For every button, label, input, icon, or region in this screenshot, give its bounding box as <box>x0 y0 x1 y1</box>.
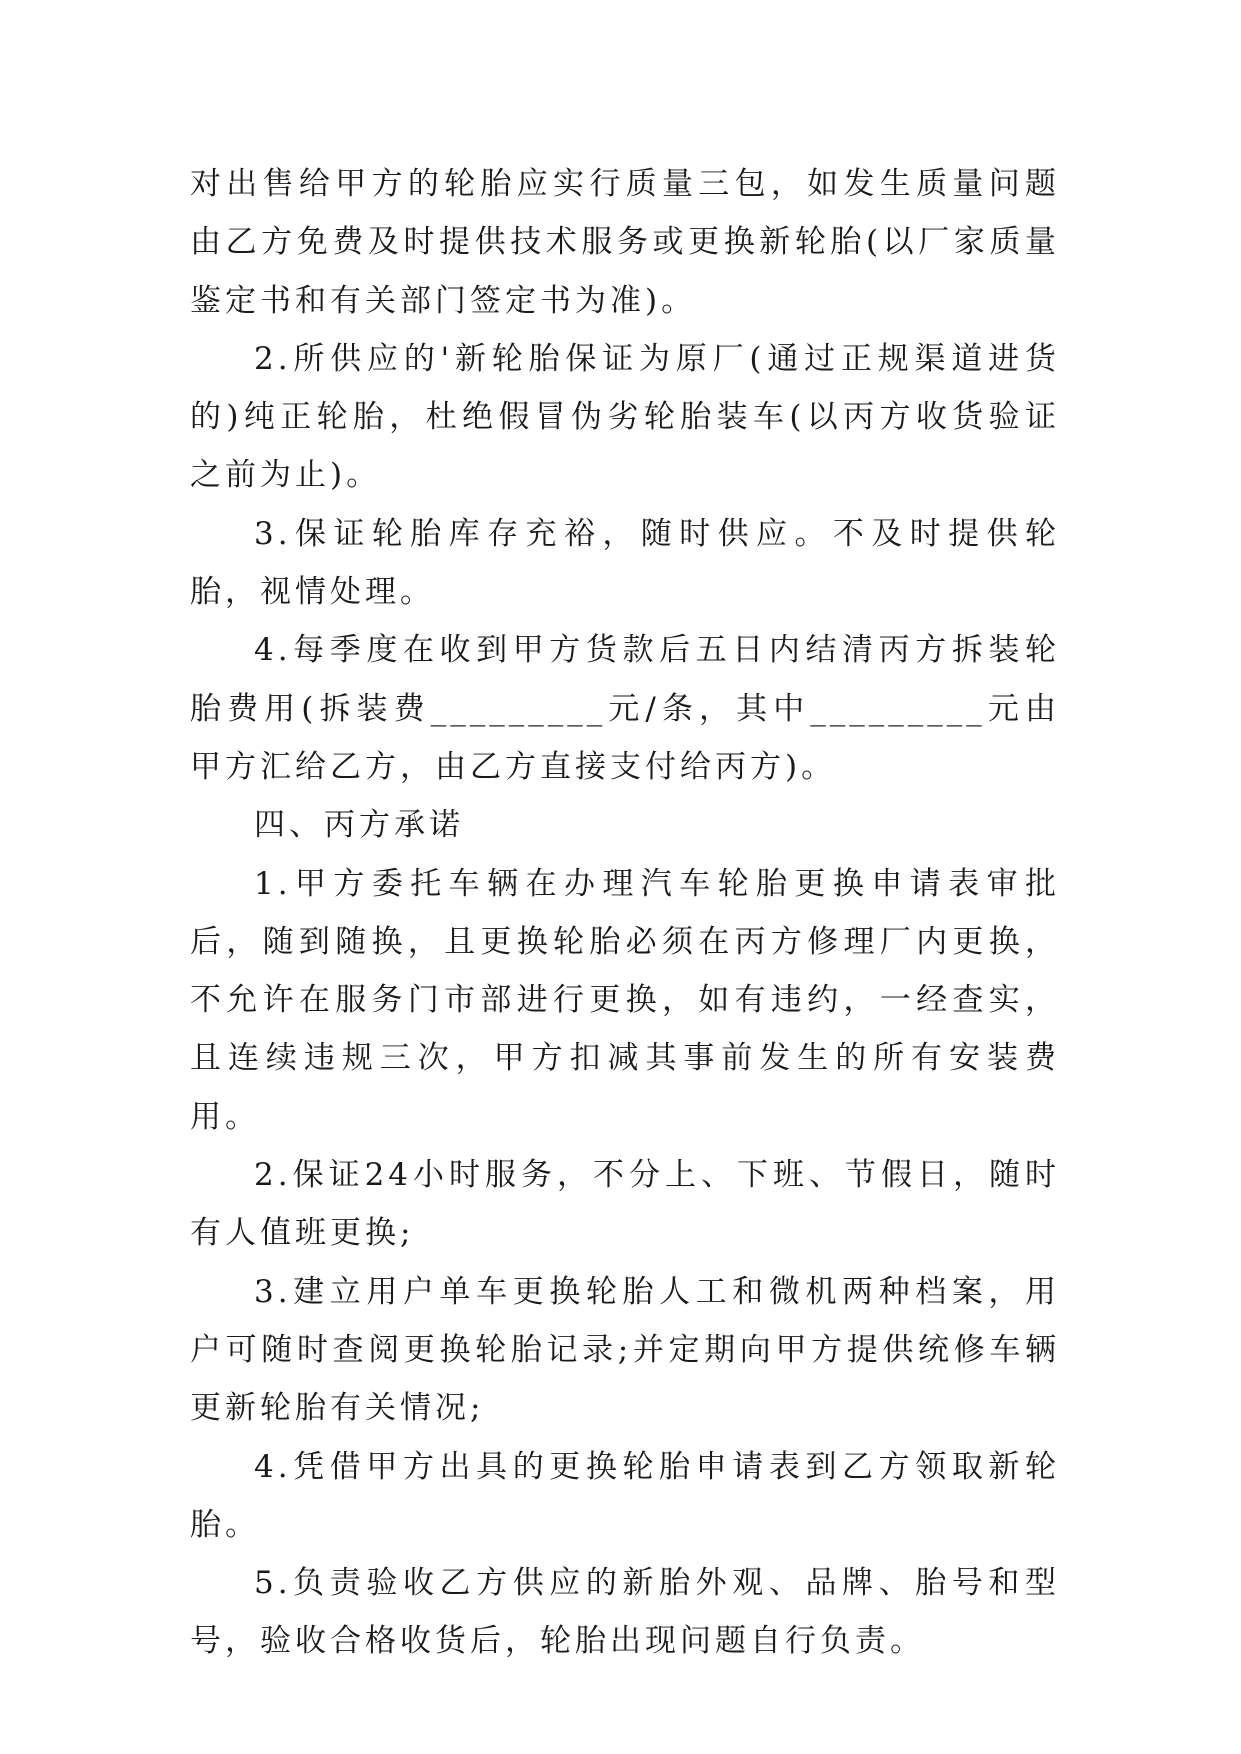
paragraph-c-item-3-records: 3.建立用户单车更换轮胎人工和微机两种档案，用户可随时查阅更换轮胎记录;并定期向甲方提供统修车辆更新轮胎有关情况; <box>190 1273 1060 1427</box>
section-heading-party-c-commitments: 四、丙方承诺 <box>254 807 464 844</box>
paragraph-c-item-1-replacement: 1.甲方委托车辆在办理汽车轮胎更换申请表审批后，随到随换，且更换轮胎必须在丙方修理厂内更换，不允许在服务门市部进行更换，如有违约，一经查实，且连续违规三次，甲方扣减其事前发生的所有安装费用。 <box>190 865 1060 1135</box>
paragraph-c-item-5-acceptance: 5.负责验收乙方供应的新胎外观、品牌、胎号和型号，验收合格收货后，轮胎出现问题自行负责。 <box>190 1565 1060 1660</box>
paragraph-c-item-4-application-form: 4.凭借甲方出具的更换轮胎申请表到乙方领取新轮胎。 <box>190 1448 1060 1543</box>
document-body <box>190 155 1060 1671</box>
paragraph-item-3-inventory: 3.保证轮胎库存充裕，随时供应。不及时提供轮胎，视情处理。 <box>190 515 1060 611</box>
paragraph-item-2-original-tires: 2.所供应的'新轮胎保证为原厂(通过正规渠道进货的)纯正轮胎，杜绝假冒伪劣轮胎装车(以丙方收货验证之前为止)。 <box>190 340 1060 494</box>
paragraph-c-item-2-service-hours: 2.保证24小时服务，不分上、下班、节假日，随时有人值班更换; <box>190 1157 1060 1252</box>
paragraph-item-4-settlement: 4.每季度在收到甲方货款后五日内结清丙方拆装轮胎费用(拆装费_________元/条，其中_________元由甲方汇给乙方，由乙方直接支付给丙方)。 <box>190 632 1060 785</box>
paragraph-quality-guarantee: 对出售给甲方的轮胎应实行质量三包，如发生质量问题由乙方免费及时提供技术服务或更换新轮胎(以厂家质量鉴定书和有关部门签定书为准)。 <box>190 166 1060 319</box>
